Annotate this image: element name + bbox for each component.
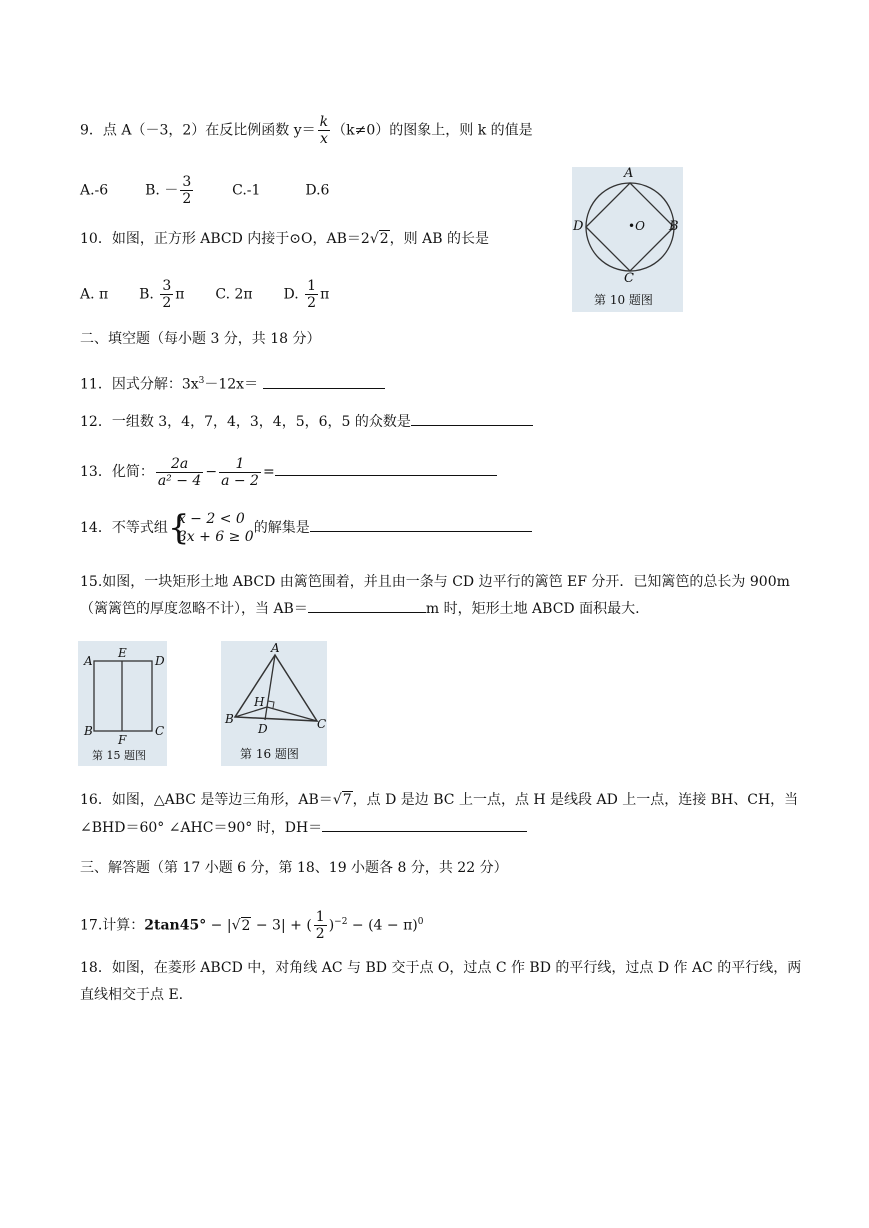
q17-last-term: − (4 − π) <box>347 917 418 934</box>
fig15-label-a: A <box>84 654 93 668</box>
fig15-label-c: C <box>155 724 165 738</box>
fig10-label-a: A <box>624 166 634 181</box>
q10-stem-a: 10．如图，正方形 ABCD 内接于⊙O，AB＝2 <box>80 231 370 247</box>
q10-option-c: C. 2π <box>215 286 253 303</box>
q10-option-b-den: 2 <box>162 295 172 311</box>
figure-15 <box>78 641 167 766</box>
q13-text: 13．化简： <box>80 464 154 480</box>
q12-text: 12．一组数 3，4，7，4，3，4，5，6，5 的众数是 <box>80 414 411 430</box>
q17-exponent-2: 0 <box>417 917 424 927</box>
q14-inequality-system <box>168 510 254 546</box>
fig10-label-d: D <box>573 219 584 234</box>
fig10-label-o: •O <box>628 219 645 233</box>
q15-line-2 <box>80 599 640 619</box>
q14 <box>80 510 532 546</box>
section-3-heading: 三、解答题（第 17 小题 6 分，第 18、19 小题各 8 分，共 22 分） <box>80 860 508 876</box>
q11-text-b: －12x＝ <box>204 376 259 393</box>
q14-brace: { <box>167 508 190 548</box>
q16-sqrt: 7 <box>342 792 352 808</box>
q17-tan-term: 2tan45° <box>144 917 207 934</box>
fig16-label-a: A <box>271 641 280 655</box>
q10-option-d-den: 2 <box>307 295 317 311</box>
q16-line-1-b: ，点 D 是边 BC 上一点，点 H 是线段 AD 上一点，连接 BH、CH，当 <box>352 792 799 808</box>
q9-option-b-num: 3 <box>182 174 192 190</box>
q16-line-1-a: 16．如图，△ABC 是等边三角形，AB＝ <box>80 792 333 808</box>
fig10-label-b: B <box>669 219 679 234</box>
q17-half-fraction <box>314 909 327 942</box>
figure-16 <box>221 641 327 766</box>
q18-line-2: 直线相交于点 E. <box>80 987 184 1003</box>
fig16-caption: 第 16 题图 <box>240 747 299 761</box>
q10-option-b-label: B. <box>139 286 154 303</box>
q13-fraction-1 <box>156 456 204 489</box>
segment-ad <box>265 655 275 720</box>
q9-option-b-fraction <box>180 174 193 207</box>
q17-sqrt: 2 <box>241 917 251 934</box>
q9-fraction <box>318 114 330 147</box>
q16-answer-blank[interactable] <box>322 831 527 832</box>
fig15-label-f: F <box>118 733 127 747</box>
q9-option-a: A.-6 <box>80 182 109 199</box>
q10-stem-b: ，则 AB 的长是 <box>389 231 489 247</box>
fig15-caption: 第 15 题图 <box>92 749 146 762</box>
q10-option-d-num: 1 <box>307 278 317 294</box>
q14-text-b: 的解集是 <box>253 520 310 536</box>
q9-option-b-den: 2 <box>182 191 192 207</box>
q17-abs-close: | <box>280 917 286 934</box>
fig10-label-c: C <box>624 271 634 286</box>
fig16-label-d: D <box>258 722 268 736</box>
q10-option-b-fraction <box>160 278 173 311</box>
q15-answer-blank[interactable] <box>308 612 426 613</box>
q9-option-c: C.-1 <box>232 182 261 199</box>
q13-f1-den: a² − 4 <box>157 472 202 489</box>
q9-stem-b: （k≠0）的图象上，则 k 的值是 <box>332 122 533 139</box>
q15-line-1: 15.如图，一块矩形土地 ABCD 由篱笆围着，并且由一条与 CD 边平行的篱笆 EF 分开．已知篱笆的总长为 900m <box>80 574 790 590</box>
q10-option-d-fraction <box>305 278 318 311</box>
q10-option-a: A. π <box>80 286 109 303</box>
q10-option-b-tail: π <box>175 286 185 303</box>
q17-half-num: 1 <box>315 909 325 926</box>
q13-equals: = <box>262 464 275 480</box>
q16-line-1: 16．如图，△ABC 是等边三角形，AB＝√7，点 D 是边 BC 上一点，点 H 是线段 AD 上一点，连接 BH、CH，当 <box>80 792 799 808</box>
q11-exponent: 3 <box>198 376 205 386</box>
q9-frac-den: x <box>319 131 328 147</box>
q15-line-2-b: m 时，矩形土地 ABCD 面积最大. <box>425 601 640 617</box>
q14-row-2: 3x + 6 ≥ 0 <box>177 529 254 545</box>
q9-stem-a: 9．点 A（－3，2）在反比例函数 y＝ <box>80 122 316 139</box>
fig16-label-h: H <box>254 695 265 709</box>
q13-f2-den: a − 2 <box>221 472 259 489</box>
q9-option-b-sign: － <box>164 182 179 199</box>
q13-answer-blank[interactable] <box>275 475 497 476</box>
triangle-abc <box>235 655 317 721</box>
q17-minus: − <box>206 917 227 934</box>
fig15-label-e: E <box>118 646 127 660</box>
fig16-label-c: C <box>317 717 327 731</box>
q11-answer-blank[interactable] <box>263 388 385 389</box>
q14-text-a: 14．不等式组 <box>80 520 168 536</box>
q10-option-d-tail: π <box>320 286 330 303</box>
q10-stem: 10．如图，正方形 ABCD 内接于⊙O，AB＝2√2，则 AB 的长是 <box>80 231 489 247</box>
fig16-label-b: B <box>225 712 234 726</box>
q14-answer-blank[interactable] <box>310 531 532 532</box>
q10-sqrt: 2 <box>379 231 389 247</box>
q10-option-b-num: 3 <box>162 278 172 294</box>
q9-stem <box>80 114 533 147</box>
q13-fraction-2 <box>219 456 261 489</box>
q16-line-2-text: ∠BHD＝60° ∠AHC＝90° 时，DH＝ <box>80 820 323 836</box>
fig10-caption: 第 10 题图 <box>594 293 653 307</box>
q13-minus: − <box>205 464 218 480</box>
q17-abs-tail: − 3 <box>251 917 281 934</box>
q15-line-2-a: （篱篱笆的厚度忽略不计），当 AB＝ <box>80 601 308 617</box>
q11 <box>80 371 385 395</box>
q17-label: 17.计算： <box>80 917 145 934</box>
q9-options <box>80 174 329 207</box>
q10-options <box>80 278 329 311</box>
q17-exponent-1: −2 <box>334 917 348 927</box>
q12-answer-blank[interactable] <box>411 425 533 426</box>
q13-f2-num: 1 <box>219 456 261 473</box>
q17-abs-open: | <box>226 917 232 934</box>
fig15-label-d: D <box>155 654 165 668</box>
rect-abcd <box>94 661 152 731</box>
figure-10 <box>572 167 683 312</box>
q18-line-1: 18．如图，在菱形 ABCD 中，对角线 AC 与 BD 交于点 O，过点 C 作 BD 的平行线，过点 D 作 AC 的平行线，两 <box>80 960 802 976</box>
q13-f1-num: 2a <box>156 456 204 473</box>
fig15-label-b: B <box>84 724 93 738</box>
q13 <box>80 454 497 490</box>
q9-option-b-label: B. <box>145 182 160 199</box>
q9-frac-num: k <box>319 114 329 130</box>
q14-row-1: x − 2 < 0 <box>177 511 245 527</box>
q16-line-2 <box>80 818 527 838</box>
q17-half-den: 2 <box>315 926 325 943</box>
q12 <box>80 412 533 432</box>
q9-option-d: D.6 <box>305 182 330 199</box>
q17: 17.计算：2tan45° − |√2 − 3| + ( $\frac{1}{2}$ )$^{-2} - (4 - \pi)^0$ <box>80 909 424 943</box>
q10-option-d-label: D. <box>283 286 299 303</box>
q17-plus-paren: + ( <box>285 917 312 934</box>
q17-close-paren: ) <box>328 917 335 934</box>
section-2-heading: 二、填空题（每小题 3 分，共 18 分） <box>80 331 321 347</box>
q11-text-a: 11．因式分解：3x <box>80 376 199 393</box>
